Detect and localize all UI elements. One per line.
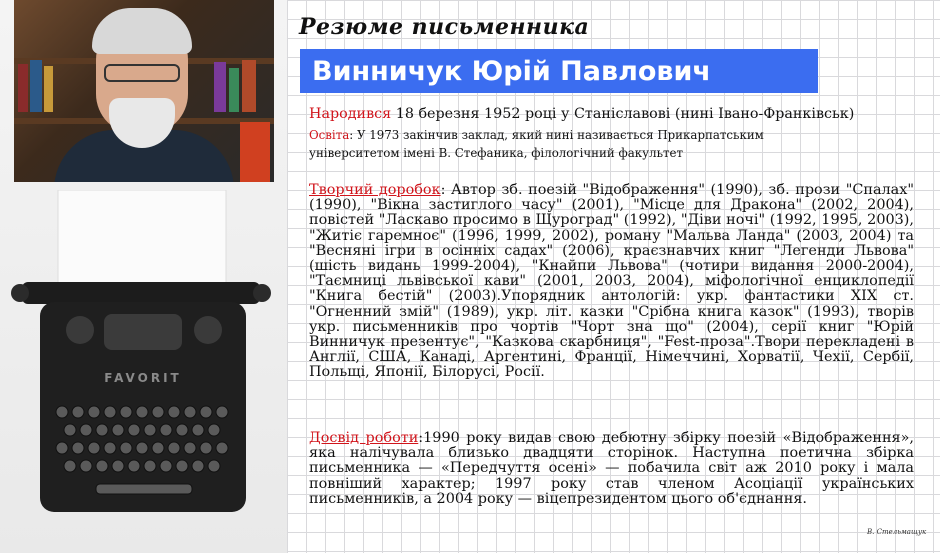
typewriter-illustration: [0, 190, 287, 553]
work-experience-section: [309, 431, 914, 507]
education-line-2: [309, 146, 683, 160]
creative-work-text: : Автор зб. поезій "Відображення" (1990), зб. прози "Спалах" (1990), "Вікна застиглого часу" (2001), "Місце для Дракона" (2002, 2004), повістей "Ласкаво просимо в Щуроград" (1992), "Діви ночі" (1992, 1995, 2003), "Житіє гаремноє" (1996, 1999, 2002), роману "Мальва Ланда" (2003, 2004) та "Весняні ігри в осінніх садах" (2006), краєзнавчих книг "Легенди Львова" (шість видань 1999-2004), "Кнайпи Львова" (чотири видання 2000-2004), "Таємниці львівської кави" (2001, 2003, 2004), міфологічної енциклопедії "Книга бестій" (2003).Упорядник антологій: укр. фантастики ХІХ ст. "Огненний змій" (1989), укр. літ. казки "Срібна книга казок" (1993), творів укр. письменників про чортів "Чорт зна що" (2004), серії книг "Юрій Винничук презентує", "Казкова скарбниця", "Fest-проза".Твори перекладені в Англії, США, Канаді, Аргентині, Франції, Німеччині, Хорватії, Чехії, Сербії, Польщі, Японії, Білорусі, Росії.: [309, 182, 914, 381]
typewriter-brand: FAVORIT: [104, 371, 182, 385]
education-line-1: [309, 128, 764, 142]
creative-work-section: [309, 183, 914, 381]
education-label: Освіта: [309, 128, 350, 142]
birth-text: 18 березня 1952 році у Станіславові (нині Івано-Франківськ): [391, 106, 855, 122]
page-title: Резюме письменника: [299, 14, 590, 40]
author-photo: [14, 0, 274, 182]
name-banner: [300, 49, 818, 93]
birth-label: Народився: [309, 106, 392, 122]
author-name: Винничук Юрій Павлович: [312, 55, 711, 87]
typewriter-carriage: [22, 282, 260, 304]
birth-info: [309, 106, 854, 122]
education-text-1: У 1973 закінчив заклад, який нині називається Прикарпатським: [353, 128, 764, 142]
education-colon: :: [349, 128, 354, 142]
work-experience-text: :1990 року видав свою дебютну збірку поезій «Відображення», яка налічувала близько двадцяти сторінок. Наступна поетична збірка письменника — «Передчуття осені» — побачила світ аж 2010 року і мала повніший характер; 1997 року став членом Асоціації українських письменників, а 2004 року — віцепрезидентом цього об'єднання.: [309, 430, 915, 507]
typewriter-spacebar: [96, 484, 192, 494]
author-signature: В. Стельмащук: [867, 528, 927, 536]
work-experience-label: Досвід роботи: [309, 430, 419, 446]
creative-work-label: Творчий доробок: [309, 182, 441, 198]
education-text-2: університетом імені В. Стефаника, філологічний факультет: [309, 146, 684, 160]
